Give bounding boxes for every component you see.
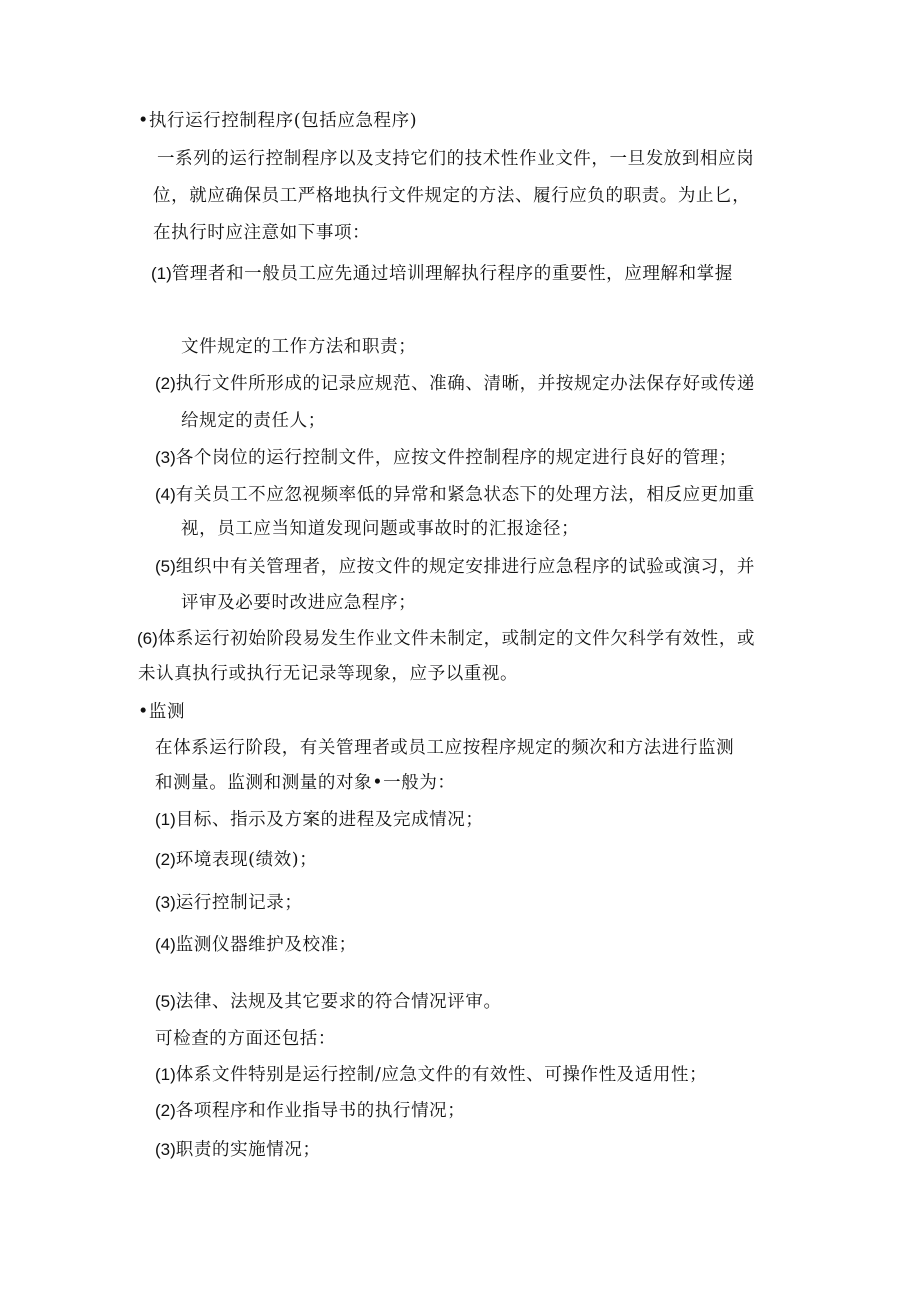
list-item-number: (6): [137, 629, 158, 648]
list-item-number: (2): [155, 374, 176, 393]
section-heading-monitoring: •监测: [138, 702, 186, 722]
list-item-text: 运行控制记录；: [175, 893, 303, 913]
list-item: [155, 891, 302, 915]
list-item-text: 执行文件所形成的记录应规范、准确、清晰，并按规定办法保存好或传递: [175, 374, 755, 394]
list-item-number: (3): [155, 893, 176, 912]
list-item-continuation: 给规定的责任人；: [181, 411, 326, 431]
paragraph-line: 位，就应确保员工严格地执行文件规定的方法、履行应负的职责。为止匕，: [153, 186, 751, 206]
list-item: [155, 446, 737, 470]
list-item-text: 环境表现(绩效)；: [175, 850, 318, 870]
paragraph-line: 一系列的运行控制程序以及支持它们的技术性作业文件，一旦发放到相应岗: [157, 149, 755, 169]
list-item-text: 有关员工不应忽视频率低的异常和紧急状态下的处理方法，相反应更加重: [175, 485, 755, 505]
list-item: [155, 555, 755, 579]
list-item: [155, 1099, 465, 1123]
list-item: [155, 933, 357, 957]
list-item-continuation: 评审及必要时改进应急程序；: [181, 593, 417, 613]
list-item-continuation: 视，员工应当知道发现问题或事故时的汇报途径；: [181, 519, 580, 539]
list-item: [155, 1063, 707, 1087]
list-item: [155, 848, 317, 872]
list-item-text: 组织中有关管理者，应按文件的规定安排进行应急程序的试验或演习，并: [175, 557, 755, 577]
list-item: [155, 1138, 321, 1162]
list-item-number: (2): [155, 1101, 176, 1120]
list-item-number: (5): [155, 992, 176, 1011]
list-item-number: (4): [155, 485, 176, 504]
section-heading-operation-control: •执行运行控制程序(包括应急程序): [138, 111, 418, 131]
list-item-number: (3): [155, 448, 176, 467]
list-item: [155, 808, 483, 832]
list-item-text: 监测仪器维护及校准；: [175, 935, 357, 955]
list-item-number: (5): [155, 557, 176, 576]
list-item-text: 管理者和一般员工应先通过培训理解执行程序的重要性，应理解和掌握: [171, 264, 733, 284]
list-item: [155, 990, 502, 1014]
list-item-text: 职责的实施情况；: [175, 1140, 321, 1160]
list-item-text: 各项程序和作业指导书的执行情况；: [175, 1101, 466, 1121]
paragraph-line: 在体系运行阶段，有关管理者或员工应按程序规定的频次和方法进行监测: [155, 738, 735, 758]
list-item-number: (3): [155, 1140, 176, 1159]
list-item-number: (2): [155, 850, 176, 869]
list-item: [151, 262, 733, 286]
list-item-text: 体系文件特别是运行控制/应急文件的有效性、可操作性及适用性；: [175, 1065, 708, 1085]
list-item: [155, 483, 755, 507]
check-intro: 可检查的方面还包括：: [155, 1029, 336, 1049]
list-item-text: 目标、指示及方案的进程及完成情况；: [175, 810, 484, 830]
paragraph-line: 在执行时应注意如下事项：: [153, 223, 371, 243]
list-item-continuation: 未认真执行或执行无记录等现象，应予以重视。: [138, 664, 519, 684]
list-item: [137, 627, 755, 651]
list-item-text: 法律、法规及其它要求的符合情况评审。: [175, 992, 502, 1012]
list-item-number: (1): [155, 810, 176, 829]
list-item-continuation: 文件规定的工作方法和职责；: [181, 337, 417, 357]
list-item-number: (1): [155, 1065, 176, 1084]
list-item-number: (4): [155, 935, 176, 954]
list-item-number: (1): [151, 264, 172, 283]
list-item-text: 体系运行初始阶段易发生作业文件未制定，或制定的文件欠科学有效性，或: [157, 629, 756, 649]
list-item-text: 各个岗位的运行控制文件，应按文件控制程序的规定进行良好的管理；: [175, 448, 737, 468]
list-item: [155, 372, 755, 396]
paragraph-line: 和测量。监测和测量的对象•一般为：: [155, 773, 456, 793]
